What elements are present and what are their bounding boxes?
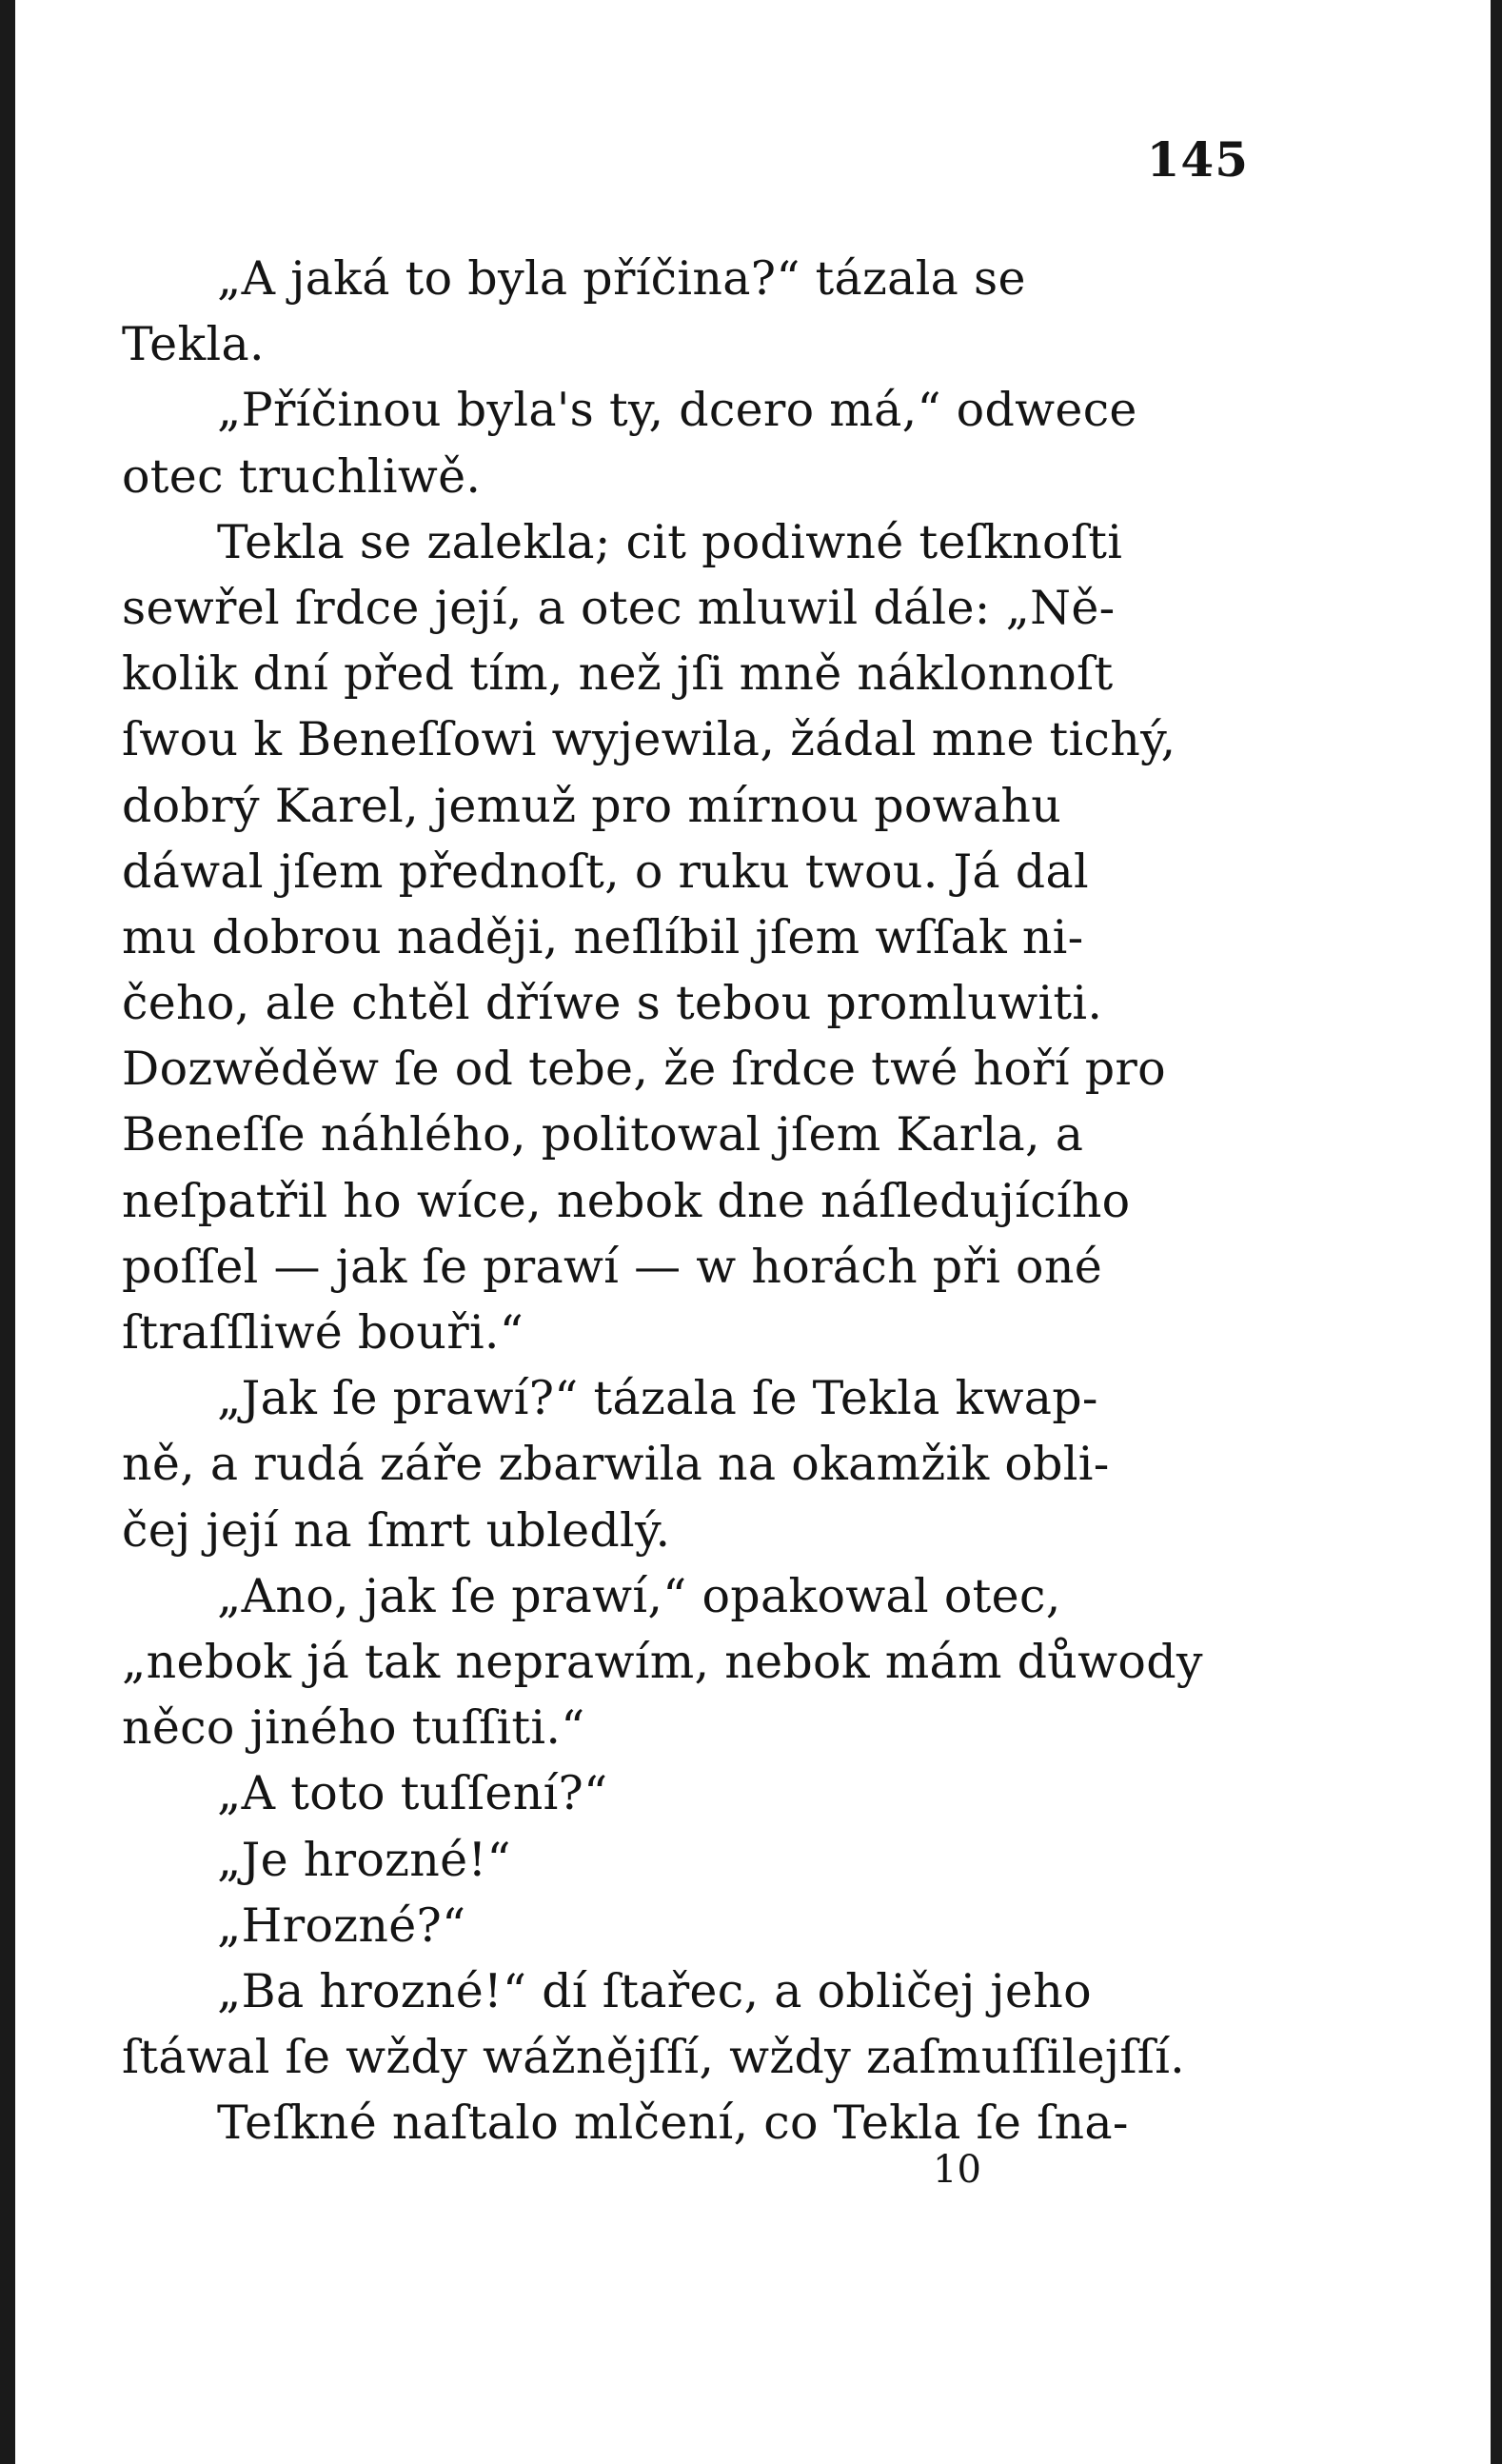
text-line: něco jiného tuſſiti.“ [122, 1700, 585, 1756]
text-line: dáwal jſem přednoſt, o ruku twou. Já dal [122, 844, 1089, 899]
signature-mark: 10 [933, 2148, 981, 2192]
page-scan-edge-right [1491, 0, 1502, 2464]
text-line: neſpatřil ho wíce, nebok dne náſledujícího [122, 1173, 1131, 1228]
text-line: ſtraſſliwé bouři.“ [122, 1305, 524, 1360]
page-scan-edge-left [0, 0, 15, 2464]
text-line: „A jaká to byla příčina?“ tázala se [217, 251, 1026, 306]
page-number: 145 [1146, 131, 1249, 188]
text-line: „Hrozné?“ [217, 1898, 466, 1953]
body-text [122, 246, 1256, 2156]
text-line: sewřel ſrdce její, a otec mluwil dále: „Ně- [122, 580, 1116, 635]
text-line: čeho, ale chtěl dříwe s tebou promluwiti. [122, 976, 1103, 1031]
text-line: ſwou k Beneſſowi wyjewila, žádal mne tichý, [122, 712, 1176, 767]
text-line: ſtáwal ſe wždy wážnějſſí, wždy zaſmuſſilejſſí. [122, 2030, 1186, 2085]
text-line: Dozwěděw ſe od tebe, že ſrdce twé hoří pro [122, 1042, 1166, 1097]
text-line: „Ba hrozné!“ dí ſtařec, a obličej jeho [217, 1963, 1092, 2018]
text-line: Tekla. [122, 317, 265, 372]
text-line: „A toto tuſſení?“ [217, 1766, 608, 1821]
text-line: čej její na ſmrt ubledlý. [122, 1502, 671, 1558]
text-line: Beneſſe náhlého, politowal jſem Karla, a [122, 1107, 1084, 1162]
text-line: poſſel — jak ſe prawí — w horách při oné [122, 1239, 1102, 1294]
text-line: „nebok já tak neprawím, nebok mám důwody [122, 1634, 1203, 1689]
text-line: Tekla se zalekla; cit podiwné teſknoſti [217, 514, 1123, 569]
text-line: kolik dní před tím, než jſi mně náklonnoſt [122, 646, 1114, 702]
text-line: otec truchliwě. [122, 448, 482, 504]
text-line: „Jak ſe prawí?“ tázala ſe Tekla kwap- [217, 1371, 1098, 1426]
text-line: „Je hrozné!“ [217, 1832, 511, 1887]
text-line: dobrý Karel, jemuž pro mírnou powahu [122, 778, 1062, 833]
text-line: „Ano, jak ſe prawí,“ opakowal otec, [217, 1568, 1061, 1623]
text-line: „Příčinou byla's ty, dcero má,“ odwece [217, 383, 1137, 438]
text-line: ně, a rudá záře zbarwila na okamžik obli- [122, 1437, 1110, 1492]
text-line: mu dobrou naději, neſlíbil jſem wſſak ni- [122, 909, 1084, 964]
text-line: Teſkné naſtalo mlčení, co Tekla ſe ſna- [217, 2096, 1129, 2151]
